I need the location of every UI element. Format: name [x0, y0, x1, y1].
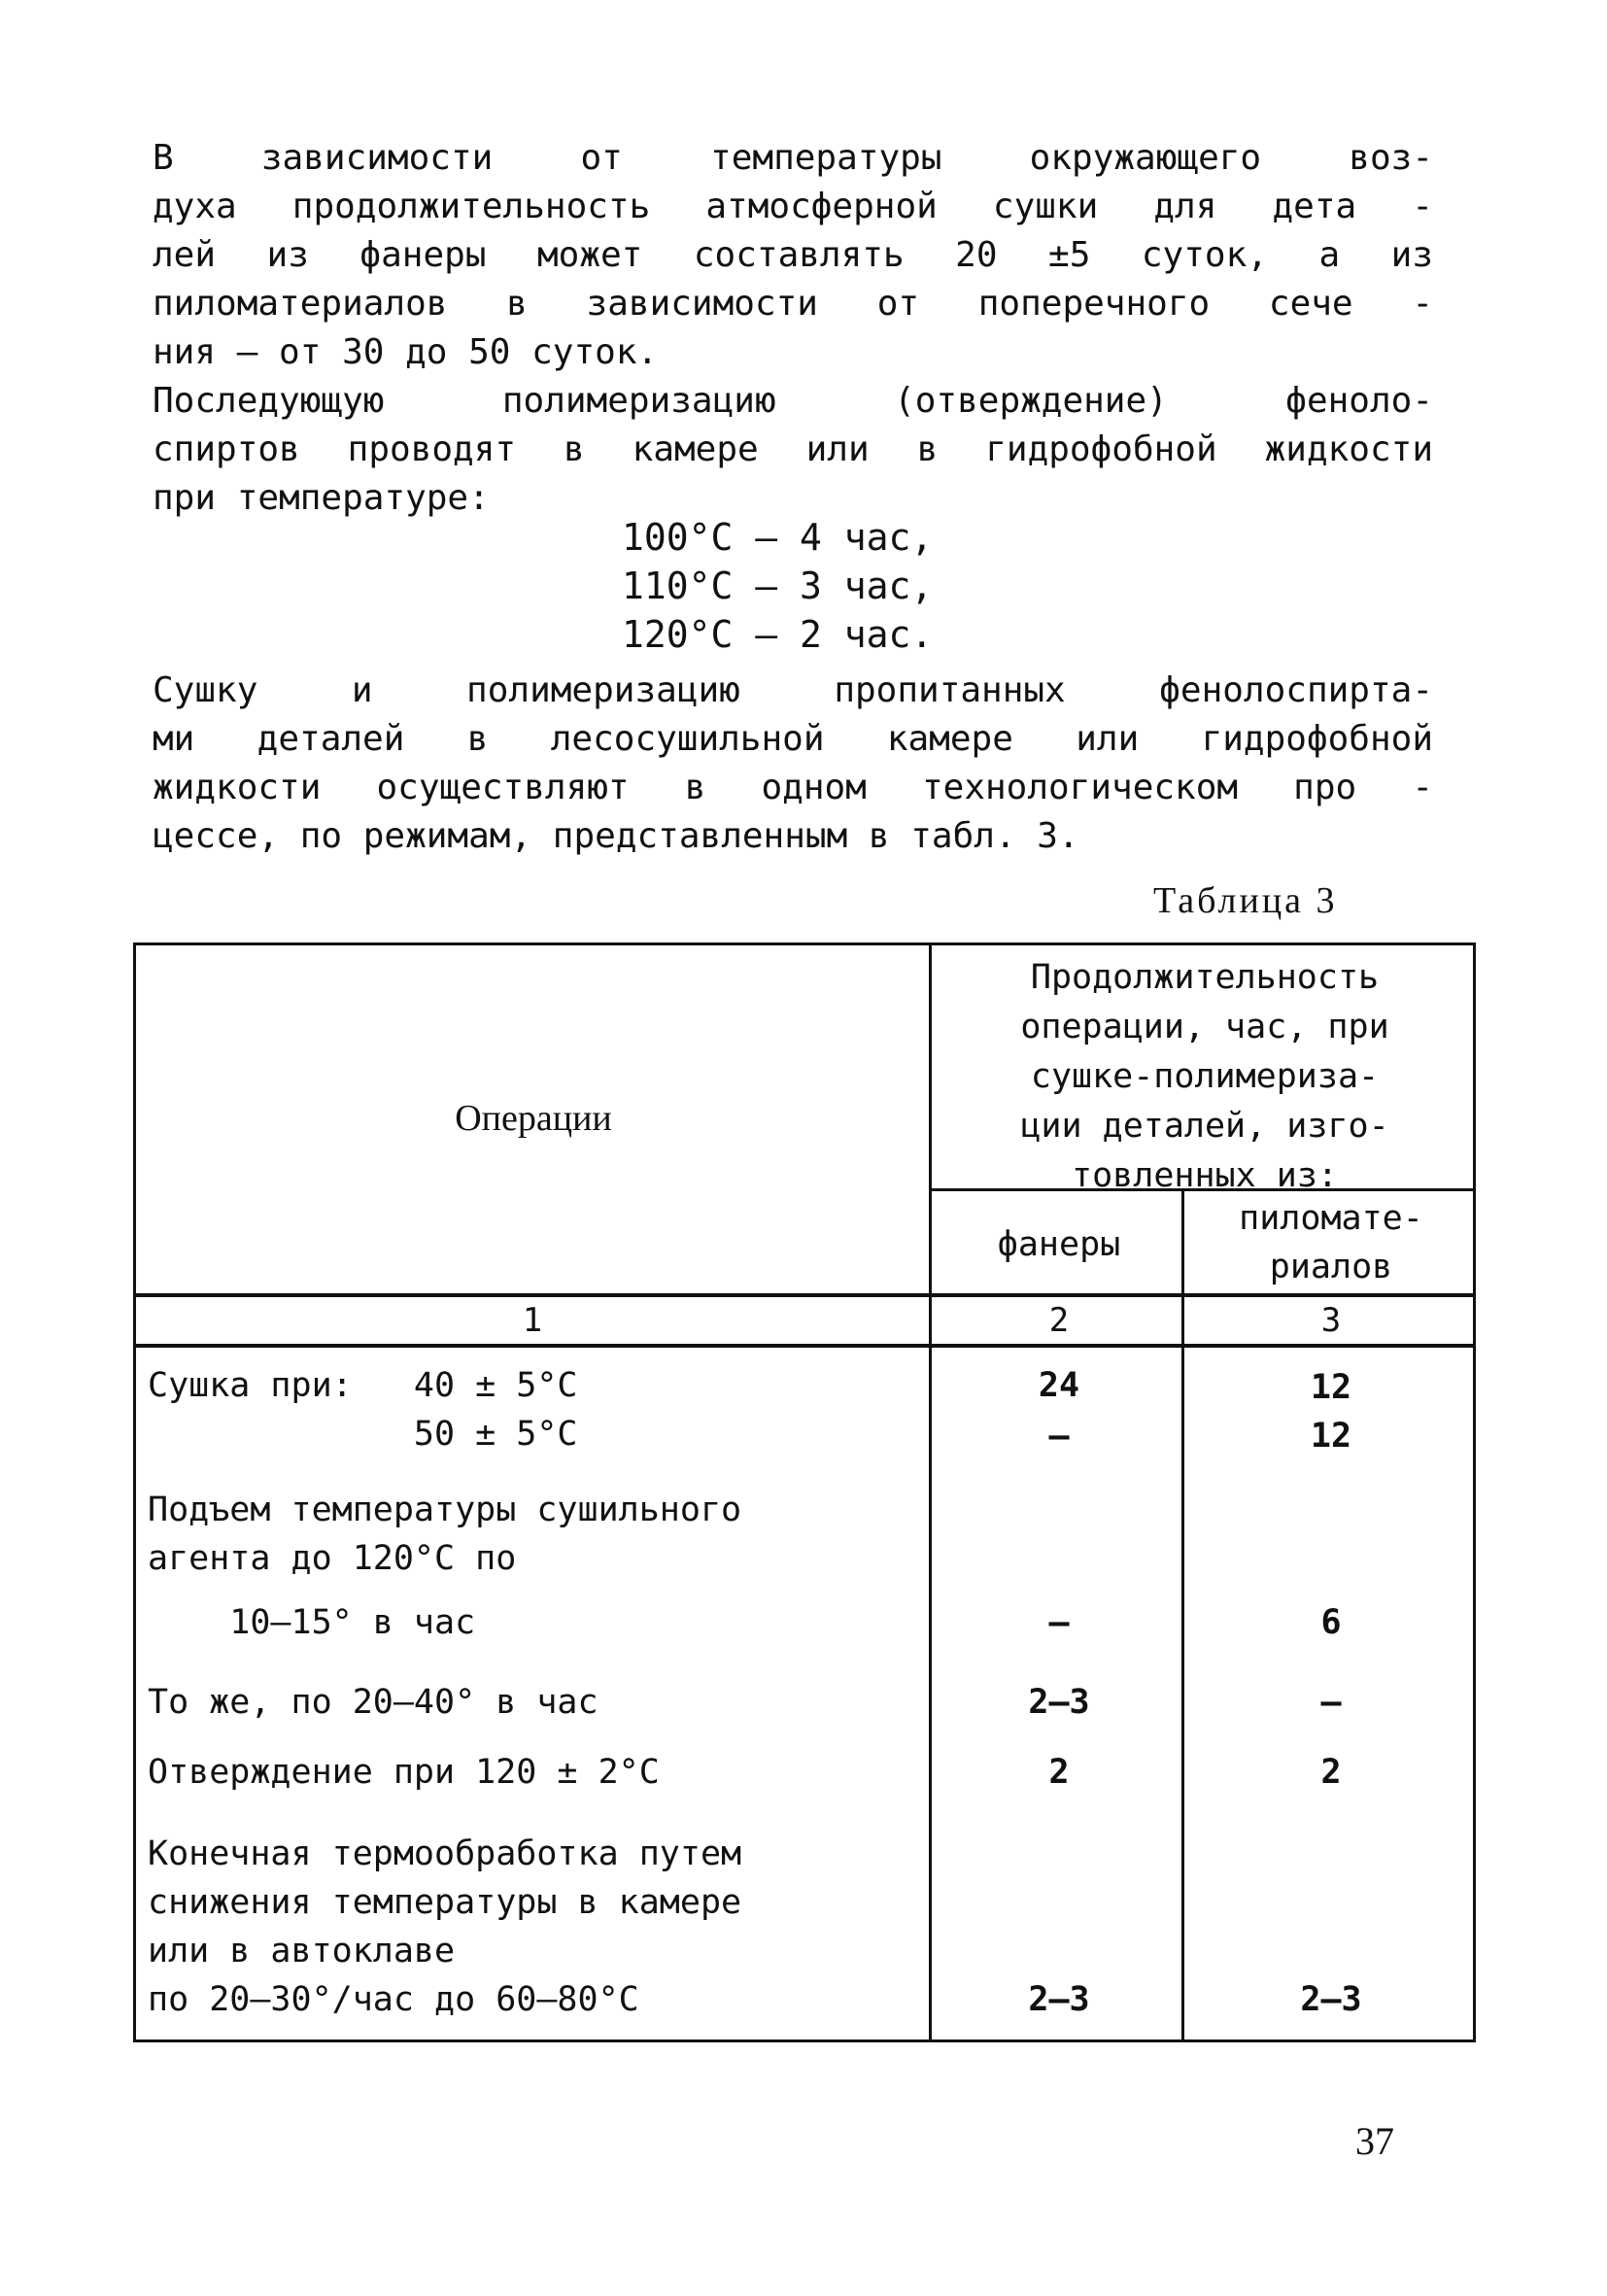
operation-text: или в автоклаве: [148, 1932, 456, 1970]
temperature-list: [622, 513, 933, 659]
text-line: пиломатериалов в зависимости от поперечного сече -: [153, 284, 1433, 324]
paragraph-air-drying: [153, 134, 1433, 377]
header-plywood: фанеры: [997, 1225, 1121, 1264]
header-lumber-line: пиломате-: [1239, 1199, 1423, 1238]
row-divider: [136, 1344, 1473, 1348]
operation-text: агента до 120°С по: [148, 1539, 517, 1578]
value-plywood: 2: [1048, 1753, 1070, 1792]
table-row: [148, 1486, 741, 1583]
value-plywood: 2–3: [1028, 1683, 1090, 1722]
temperature-item: 100°С – 4 час,: [622, 516, 934, 559]
table-row: [148, 1598, 475, 1647]
temperature-item: 110°С – 3 час,: [622, 565, 934, 607]
header-duration-line: Продолжительность: [1030, 958, 1380, 997]
header-duration-line: операции, час, при: [1020, 1008, 1389, 1046]
temperature-item: 120°С – 2 час.: [622, 613, 934, 656]
header-lumber: [1187, 1194, 1475, 1291]
operation-text: То же, по 20–40° в час: [148, 1683, 598, 1722]
header-duration-line: товленных из:: [1072, 1156, 1338, 1195]
header-operations: Операции: [455, 1098, 612, 1139]
page-number: 37: [1355, 2119, 1394, 2163]
header-duration-line: сушке-полимериза-: [1030, 1057, 1380, 1096]
value-lumber: 6: [1320, 1603, 1342, 1642]
column-number: 1: [522, 1301, 543, 1340]
value-plywood: 24: [1038, 1366, 1080, 1405]
text-line: В зависимости от температуры окружающего воз-: [153, 138, 1433, 178]
operation-text: Отверждение при 120 ± 2°С: [148, 1753, 660, 1792]
paragraph-drying-modes: [153, 667, 1433, 861]
value-lumber: 12: [1310, 1417, 1352, 1456]
text-line: ния – от 30 до 50 суток.: [153, 332, 659, 372]
table-row: [148, 1830, 741, 2024]
table-row: [148, 1361, 578, 1410]
value-lumber: 2: [1320, 1753, 1342, 1792]
operation-text: 50 ± 5°С: [148, 1415, 578, 1454]
table-row: [148, 1410, 578, 1458]
operation-text: Конечная термообработка путем: [148, 1834, 742, 1873]
header-duration: [935, 953, 1475, 1201]
text-line: жидкости осуществляют в одном технологическом про -: [153, 768, 1433, 807]
text-line: Сушку и полимеризацию пропитанных фенолоспирта-: [153, 670, 1433, 710]
text-line: лей из фанеры может составлять 20 ±5 суток, а из: [153, 235, 1433, 275]
table-row: [148, 1678, 598, 1727]
table-row: [148, 1748, 660, 1797]
value-plywood: –: [1048, 1603, 1070, 1642]
value-plywood: –: [1048, 1417, 1070, 1456]
text-line: цессе, по режимам, представленным в табл. 3.: [153, 816, 1079, 856]
value-plywood: 2–3: [1028, 1980, 1090, 2019]
text-line: спиртов проводят в камере или в гидрофобной жидкости: [153, 429, 1433, 469]
operation-text: Сушка при: 40 ± 5°С: [148, 1366, 578, 1405]
paragraph-polymerization: [153, 377, 1433, 523]
operation-text: Подъем температуры сушильного: [148, 1491, 742, 1529]
text-line: Последующую полимеризацию (отверждение) феноло-: [153, 381, 1433, 421]
value-lumber: –: [1320, 1683, 1342, 1722]
text-line: при температуре:: [153, 478, 490, 518]
text-line: ми деталей в лесосушильной камере или гидрофобной: [153, 719, 1433, 759]
value-lumber: 12: [1310, 1368, 1352, 1407]
header-lumber-line: риалов: [1269, 1248, 1393, 1286]
header-duration-line: ции деталей, изго-: [1020, 1107, 1389, 1146]
column-number: 2: [1048, 1301, 1070, 1340]
text-line: духа продолжительность атмосферной сушки для дета -: [153, 187, 1433, 226]
operation-text: 10–15° в час: [148, 1603, 476, 1642]
table-caption: Таблица 3: [1153, 880, 1338, 921]
value-lumber: 2–3: [1300, 1980, 1362, 2019]
row-divider: [136, 1293, 1473, 1297]
column-number: 3: [1320, 1301, 1342, 1340]
table-3: [133, 942, 1476, 2042]
operation-text: по 20–30°/час до 60–80°С: [148, 1980, 639, 2019]
operation-text: снижения температуры в камере: [148, 1883, 742, 1922]
